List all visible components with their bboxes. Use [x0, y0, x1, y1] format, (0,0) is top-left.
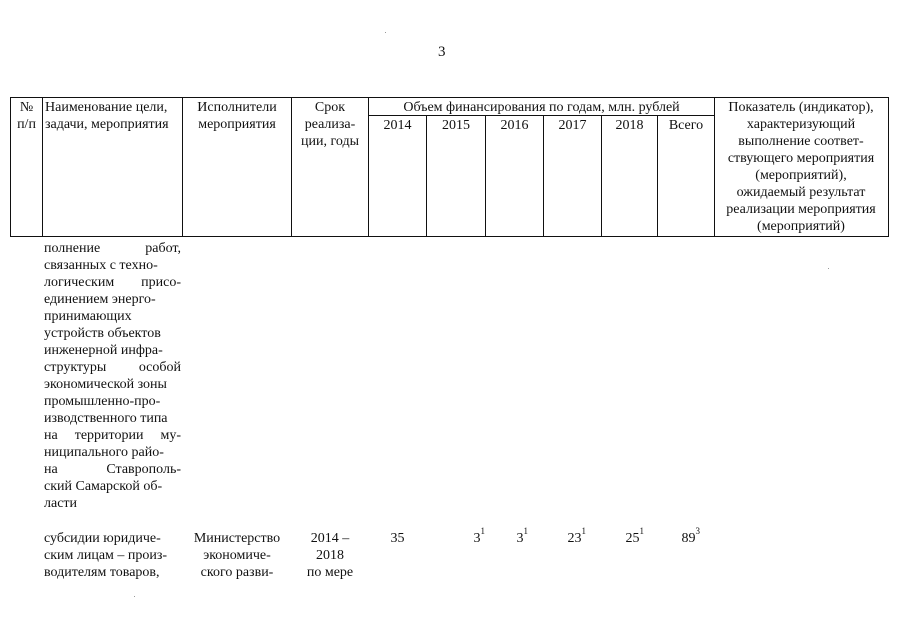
header-year-2017: 2017 [558, 118, 587, 133]
header-term: Срок реализа- ции, годы [301, 100, 359, 149]
row2-value-total: $89^3$ [681, 526, 700, 546]
row2-value-2014: 35 [390, 531, 405, 546]
scan-speck [134, 596, 135, 597]
row2-value-2015: $3^1$ [473, 526, 485, 546]
header-financing-title: Объем финансирования по годам, млн. рублей [403, 100, 680, 115]
row2-value-2018: $25^1$ [625, 526, 644, 546]
row2-value-2017: $23^1$ [567, 526, 586, 546]
header-executors: Исполнители мероприятия [197, 100, 277, 132]
row2-term: 2014 – 2018 по мере [306, 531, 354, 580]
continuation-text: полнение работ, связанных с техно- логическим присо- единением энерго- принимающих устройств объектов инженерной инфра- структуры особой экономической зоны промышленно-про- изводственного типа на территории му- ниципального райо- на Ставрополь- ский Самарской об- ласти [44, 241, 181, 511]
row2-value-2016: $3^1$ [516, 526, 528, 546]
row2-executor: Министерство экономиче- ского разви- [193, 531, 281, 580]
header-year-2015: 2015 [442, 118, 470, 133]
scan-speck [828, 268, 829, 269]
row2-name: субсидии юридиче- ским лицам – произ- водителям товаров, [44, 531, 168, 580]
header-num: № п/п [17, 100, 36, 132]
header-year-total: Всего [668, 118, 704, 133]
header-year-2014: 2014 [383, 118, 412, 133]
header-year-2018: 2018 [615, 118, 644, 133]
scan-speck [385, 32, 386, 33]
header-year-2016: 2016 [500, 118, 529, 133]
header-name: Наименование цели, задачи, мероприятия [45, 100, 169, 132]
page-number: 3 [438, 44, 446, 60]
header-indicator: Показатель (индикатор), характеризующий выполнение соответ- ствующего мероприятия (мероприятий), ожидаемый результат реализации мероприятия (мероприятий) [726, 100, 876, 234]
